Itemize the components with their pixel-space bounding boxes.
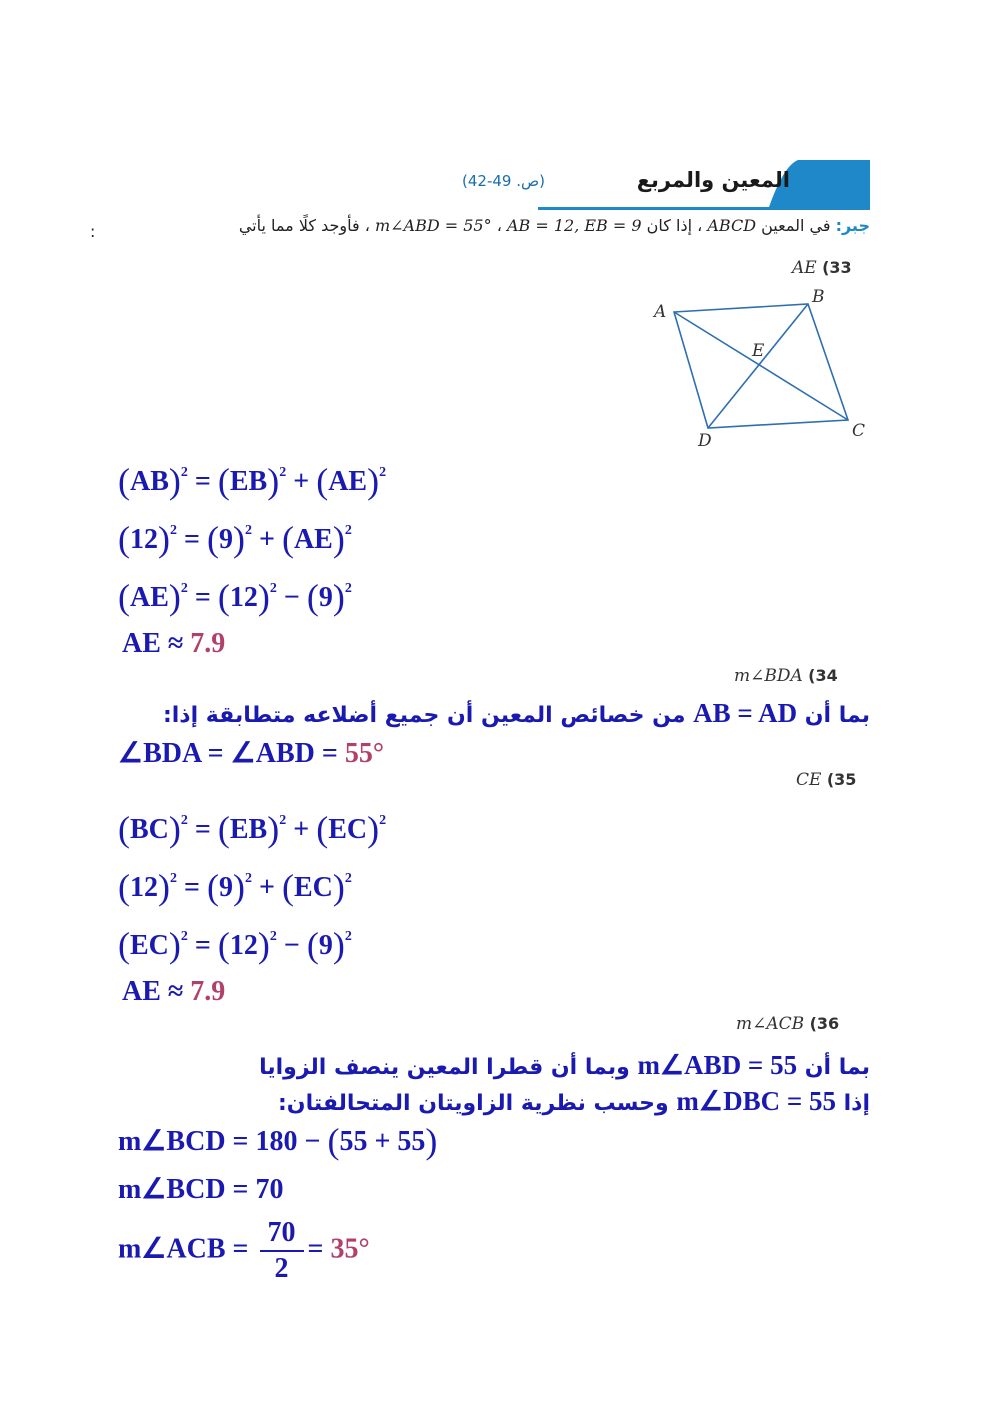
lesson-title: المعين والمربع [636, 168, 790, 192]
ex33-line2: $(12)^2 = (9)^2 + (AE)^2$ [118, 519, 352, 559]
vertex-c-label: C [852, 421, 866, 441]
ex36-reason-2: إذا m∠DBC = 55 وحسب نظرية الزاويتان المتحالفتان: [278, 1086, 870, 1116]
ex36-line1: m∠BCD = 180 − (55 + 55) [118, 1121, 438, 1161]
ex36-line3: m∠ACB = $\frac{70}{2}$ = 35° [118, 1217, 370, 1284]
ex34-reason: بما أن AB = AD من خصائص المعين أن جميع أضلاعه متطابقة إذا: [162, 698, 870, 728]
ex35-answer: AE ≈ 7.9 [122, 976, 226, 1007]
vertex-b-label: B [812, 287, 825, 307]
vertex-e-label: E [752, 341, 765, 361]
ex33-line1: (AB)$^2$ = (EB)$^2$ + (AE)$^2$ [118, 461, 387, 501]
rhombus-diagram [640, 284, 872, 454]
ex35-line3: $(EC)^2 = (12)^2 - (9)^2$ [118, 925, 352, 965]
vertex-a-label: A [654, 302, 667, 322]
ex35-line1: (BC)$^2$ = (EB)$^2$ + (EC)$^2$ [118, 809, 387, 849]
ex35-line2: $(12)^2 = (9)^2 + (EC)^2$ [118, 867, 352, 907]
lesson-pages: (ص. 49-42) [462, 172, 545, 190]
ex33-line3: $(AE)^2 = (12)^2 - (9)^2$ [118, 577, 352, 617]
exercise-34-label: m∠BDA (34 [734, 666, 838, 686]
fraction: $\frac{70}{2}$ [260, 1216, 304, 1286]
algebra-label: جبر: [835, 216, 870, 235]
question-intro: جبر: في المعين ABCD ، إذا كان AB = 12, EB = 9 ، m∠ABD = 55° ، فأوجد كلًا مما يأتي [238, 216, 870, 235]
ex34-answer: ∠BDA = ∠ABD = 55° [118, 738, 385, 769]
vertex-d-label: D [698, 431, 712, 451]
exercise-33-label: AE (33 [792, 258, 852, 278]
exercise-36-label: m∠ACB (36 [736, 1014, 840, 1034]
intro-colon: : [90, 222, 96, 241]
ex36-reason-1: بما أن m∠ABD = 55 وبما أن قطرا المعين ينصف الزوايا [259, 1050, 870, 1080]
ex33-answer: AE ≈ 7.9 [122, 628, 226, 659]
exercise-35-label: CE (35 [796, 770, 857, 790]
ex36-line2: m∠BCD = 70 [118, 1174, 284, 1205]
